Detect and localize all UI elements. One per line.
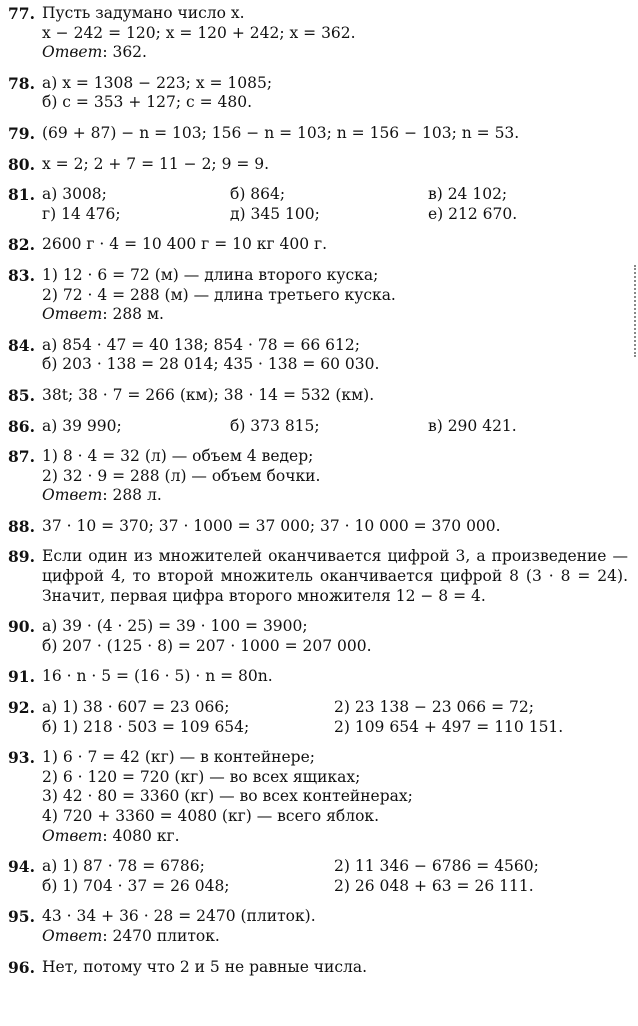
problem-number: 85. bbox=[8, 385, 35, 405]
problem-84 bbox=[8, 336, 628, 375]
problem-87 bbox=[8, 447, 628, 506]
cell: в) 24 102; bbox=[428, 185, 508, 204]
problem-number: 94. bbox=[8, 857, 35, 877]
problem-number: 91. bbox=[8, 667, 35, 687]
problem-95 bbox=[8, 907, 628, 946]
problem-number: 87. bbox=[8, 447, 35, 467]
answer-line bbox=[42, 305, 628, 325]
cell: 2) 11 346 − 6786 = 4560; bbox=[334, 857, 539, 876]
line: б) 203 · 138 = 28 014; 435 · 138 = 60 030. bbox=[42, 355, 380, 374]
problem-number: 82. bbox=[8, 235, 35, 255]
answer-value: : 4080 кг. bbox=[102, 826, 180, 845]
problem-85 bbox=[8, 386, 628, 406]
problem-89 bbox=[8, 547, 628, 606]
cell: б) 864; bbox=[230, 185, 286, 204]
problem-96 bbox=[8, 958, 628, 978]
problem-number: 90. bbox=[8, 617, 35, 637]
cell: б) 1) 704 · 37 = 26 048; bbox=[42, 876, 230, 895]
answer-line bbox=[42, 927, 628, 947]
cell: а) 1) 38 · 607 = 23 066; bbox=[42, 698, 230, 717]
page-edge-dotted-line bbox=[634, 265, 636, 357]
problem-number: 92. bbox=[8, 698, 35, 718]
cell: 2) 23 138 − 23 066 = 72; bbox=[334, 698, 534, 717]
line: 43 · 34 + 36 · 28 = 2470 (плиток). bbox=[42, 907, 316, 926]
answer-line bbox=[42, 43, 628, 63]
line: 16 · n · 5 = (16 · 5) · n = 80n. bbox=[42, 667, 273, 686]
problem-number: 81. bbox=[8, 185, 35, 205]
line: 3) 42 · 80 = 3360 (кг) — во всех контейнерах; bbox=[42, 787, 413, 806]
answer-label: Ответ bbox=[42, 826, 103, 845]
cell: б) 373 815; bbox=[230, 416, 320, 435]
problem-number: 86. bbox=[8, 416, 35, 436]
cell: 2) 109 654 + 497 = 110 151. bbox=[334, 717, 564, 736]
answer-row bbox=[42, 205, 628, 225]
cell: 2) 26 048 + 63 = 26 111. bbox=[334, 876, 534, 895]
problem-80 bbox=[8, 155, 628, 175]
cell: б) 1) 218 · 503 = 109 654; bbox=[42, 717, 250, 736]
line: Нет, потому что 2 и 5 не равные числа. bbox=[42, 957, 368, 976]
problem-94 bbox=[8, 857, 628, 896]
problem-79 bbox=[8, 124, 628, 144]
answer-label: Ответ bbox=[42, 305, 103, 324]
line: 2) 32 · 9 = 288 (л) — объем бочки. bbox=[42, 466, 321, 485]
problem-number: 77. bbox=[8, 4, 35, 23]
line: 2) 72 · 4 = 288 (м) — длина третьего куска. bbox=[42, 285, 396, 304]
line: 1) 6 · 7 = 42 (кг) — в контейнере; bbox=[42, 748, 315, 767]
line: 38t; 38 · 7 = 266 (км); 38 · 14 = 532 (км). bbox=[42, 385, 375, 404]
line: 1) 8 · 4 = 32 (л) — объем 4 ведер; bbox=[42, 447, 314, 466]
line: x − 242 = 120; x = 120 + 242; x = 362. bbox=[42, 23, 356, 42]
problem-number: 96. bbox=[8, 957, 35, 977]
answer-value: : 362. bbox=[102, 43, 147, 62]
line: б) c = 353 + 127; c = 480. bbox=[42, 93, 253, 112]
line: а) x = 1308 − 223; x = 1085; bbox=[42, 73, 273, 92]
answer-value: : 2470 плиток. bbox=[102, 926, 220, 945]
problem-83 bbox=[8, 266, 628, 325]
answer-label: Ответ bbox=[42, 486, 103, 505]
cell: а) 39 990; bbox=[42, 416, 122, 435]
answer-row bbox=[42, 877, 628, 897]
answer-line bbox=[42, 486, 628, 506]
problem-82 bbox=[8, 235, 628, 255]
problem-92 bbox=[8, 698, 628, 737]
answer-row bbox=[42, 417, 628, 437]
cell: г) 14 476; bbox=[42, 204, 121, 223]
line: 4) 720 + 3360 = 4080 (кг) — всего яблок. bbox=[42, 807, 380, 825]
cell: д) 345 100; bbox=[230, 204, 320, 223]
problem-number: 80. bbox=[8, 154, 35, 174]
problem-78 bbox=[8, 74, 628, 113]
cell: а) 3008; bbox=[42, 185, 107, 204]
problem-number: 93. bbox=[8, 748, 35, 768]
problem-93 bbox=[8, 748, 628, 846]
problem-number: 88. bbox=[8, 516, 35, 536]
answer-label: Ответ bbox=[42, 43, 103, 62]
problem-90 bbox=[8, 617, 628, 656]
line: x = 2; 2 + 7 = 11 − 2; 9 = 9. bbox=[42, 154, 270, 173]
answer-row bbox=[42, 185, 628, 205]
problem-number: 83. bbox=[8, 265, 35, 285]
problem-88 bbox=[8, 517, 628, 537]
line: а) 39 · (4 · 25) = 39 · 100 = 3900; bbox=[42, 617, 308, 636]
problem-number: 84. bbox=[8, 335, 35, 355]
problem-number: 79. bbox=[8, 123, 35, 143]
answer-line bbox=[42, 827, 628, 847]
answer-row bbox=[42, 857, 628, 877]
answer-row bbox=[42, 718, 628, 738]
line: а) 854 · 47 = 40 138; 854 · 78 = 66 612; bbox=[42, 335, 360, 354]
line: Пусть задумано число x. bbox=[42, 4, 245, 22]
answer-value: : 288 л. bbox=[102, 486, 162, 505]
problem-number: 78. bbox=[8, 73, 35, 93]
line: 37 · 10 = 370; 37 · 1000 = 37 000; 37 · 10 000 = 370 000. bbox=[42, 516, 501, 535]
problem-81 bbox=[8, 185, 628, 224]
cell: в) 290 421. bbox=[428, 416, 517, 435]
problem-number: 95. bbox=[8, 907, 35, 927]
line: 1) 12 · 6 = 72 (м) — длина второго куска; bbox=[42, 265, 379, 284]
line: 2600 г · 4 = 10 400 г = 10 кг 400 г. bbox=[42, 235, 328, 254]
problem-91 bbox=[8, 667, 628, 687]
answer-label: Ответ bbox=[42, 926, 103, 945]
line: (69 + 87) − n = 103; 156 − n = 103; n = 156 − 103; n = 53. bbox=[42, 123, 520, 142]
answer-value: : 288 м. bbox=[102, 305, 164, 324]
problem-77 bbox=[8, 4, 628, 63]
answer-row bbox=[42, 698, 628, 718]
line: 2) 6 · 120 = 720 (кг) — во всех ящиках; bbox=[42, 767, 361, 786]
problem-number: 89. bbox=[8, 547, 35, 567]
line: б) 207 · (125 · 8) = 207 · 1000 = 207 000. bbox=[42, 636, 372, 655]
paragraph: Если один из множителей оканчивается цифрой 3, а произведение — цифрой 4, то второй множитель оканчивается цифрой 8 (3 · 8 = 24). Значит, первая цифра второго множителя 12 − 8 = 4. bbox=[42, 547, 628, 605]
problem-86 bbox=[8, 417, 628, 437]
solutions-page bbox=[8, 4, 628, 988]
cell: е) 212 670. bbox=[428, 204, 518, 223]
cell: а) 1) 87 · 78 = 6786; bbox=[42, 857, 205, 876]
